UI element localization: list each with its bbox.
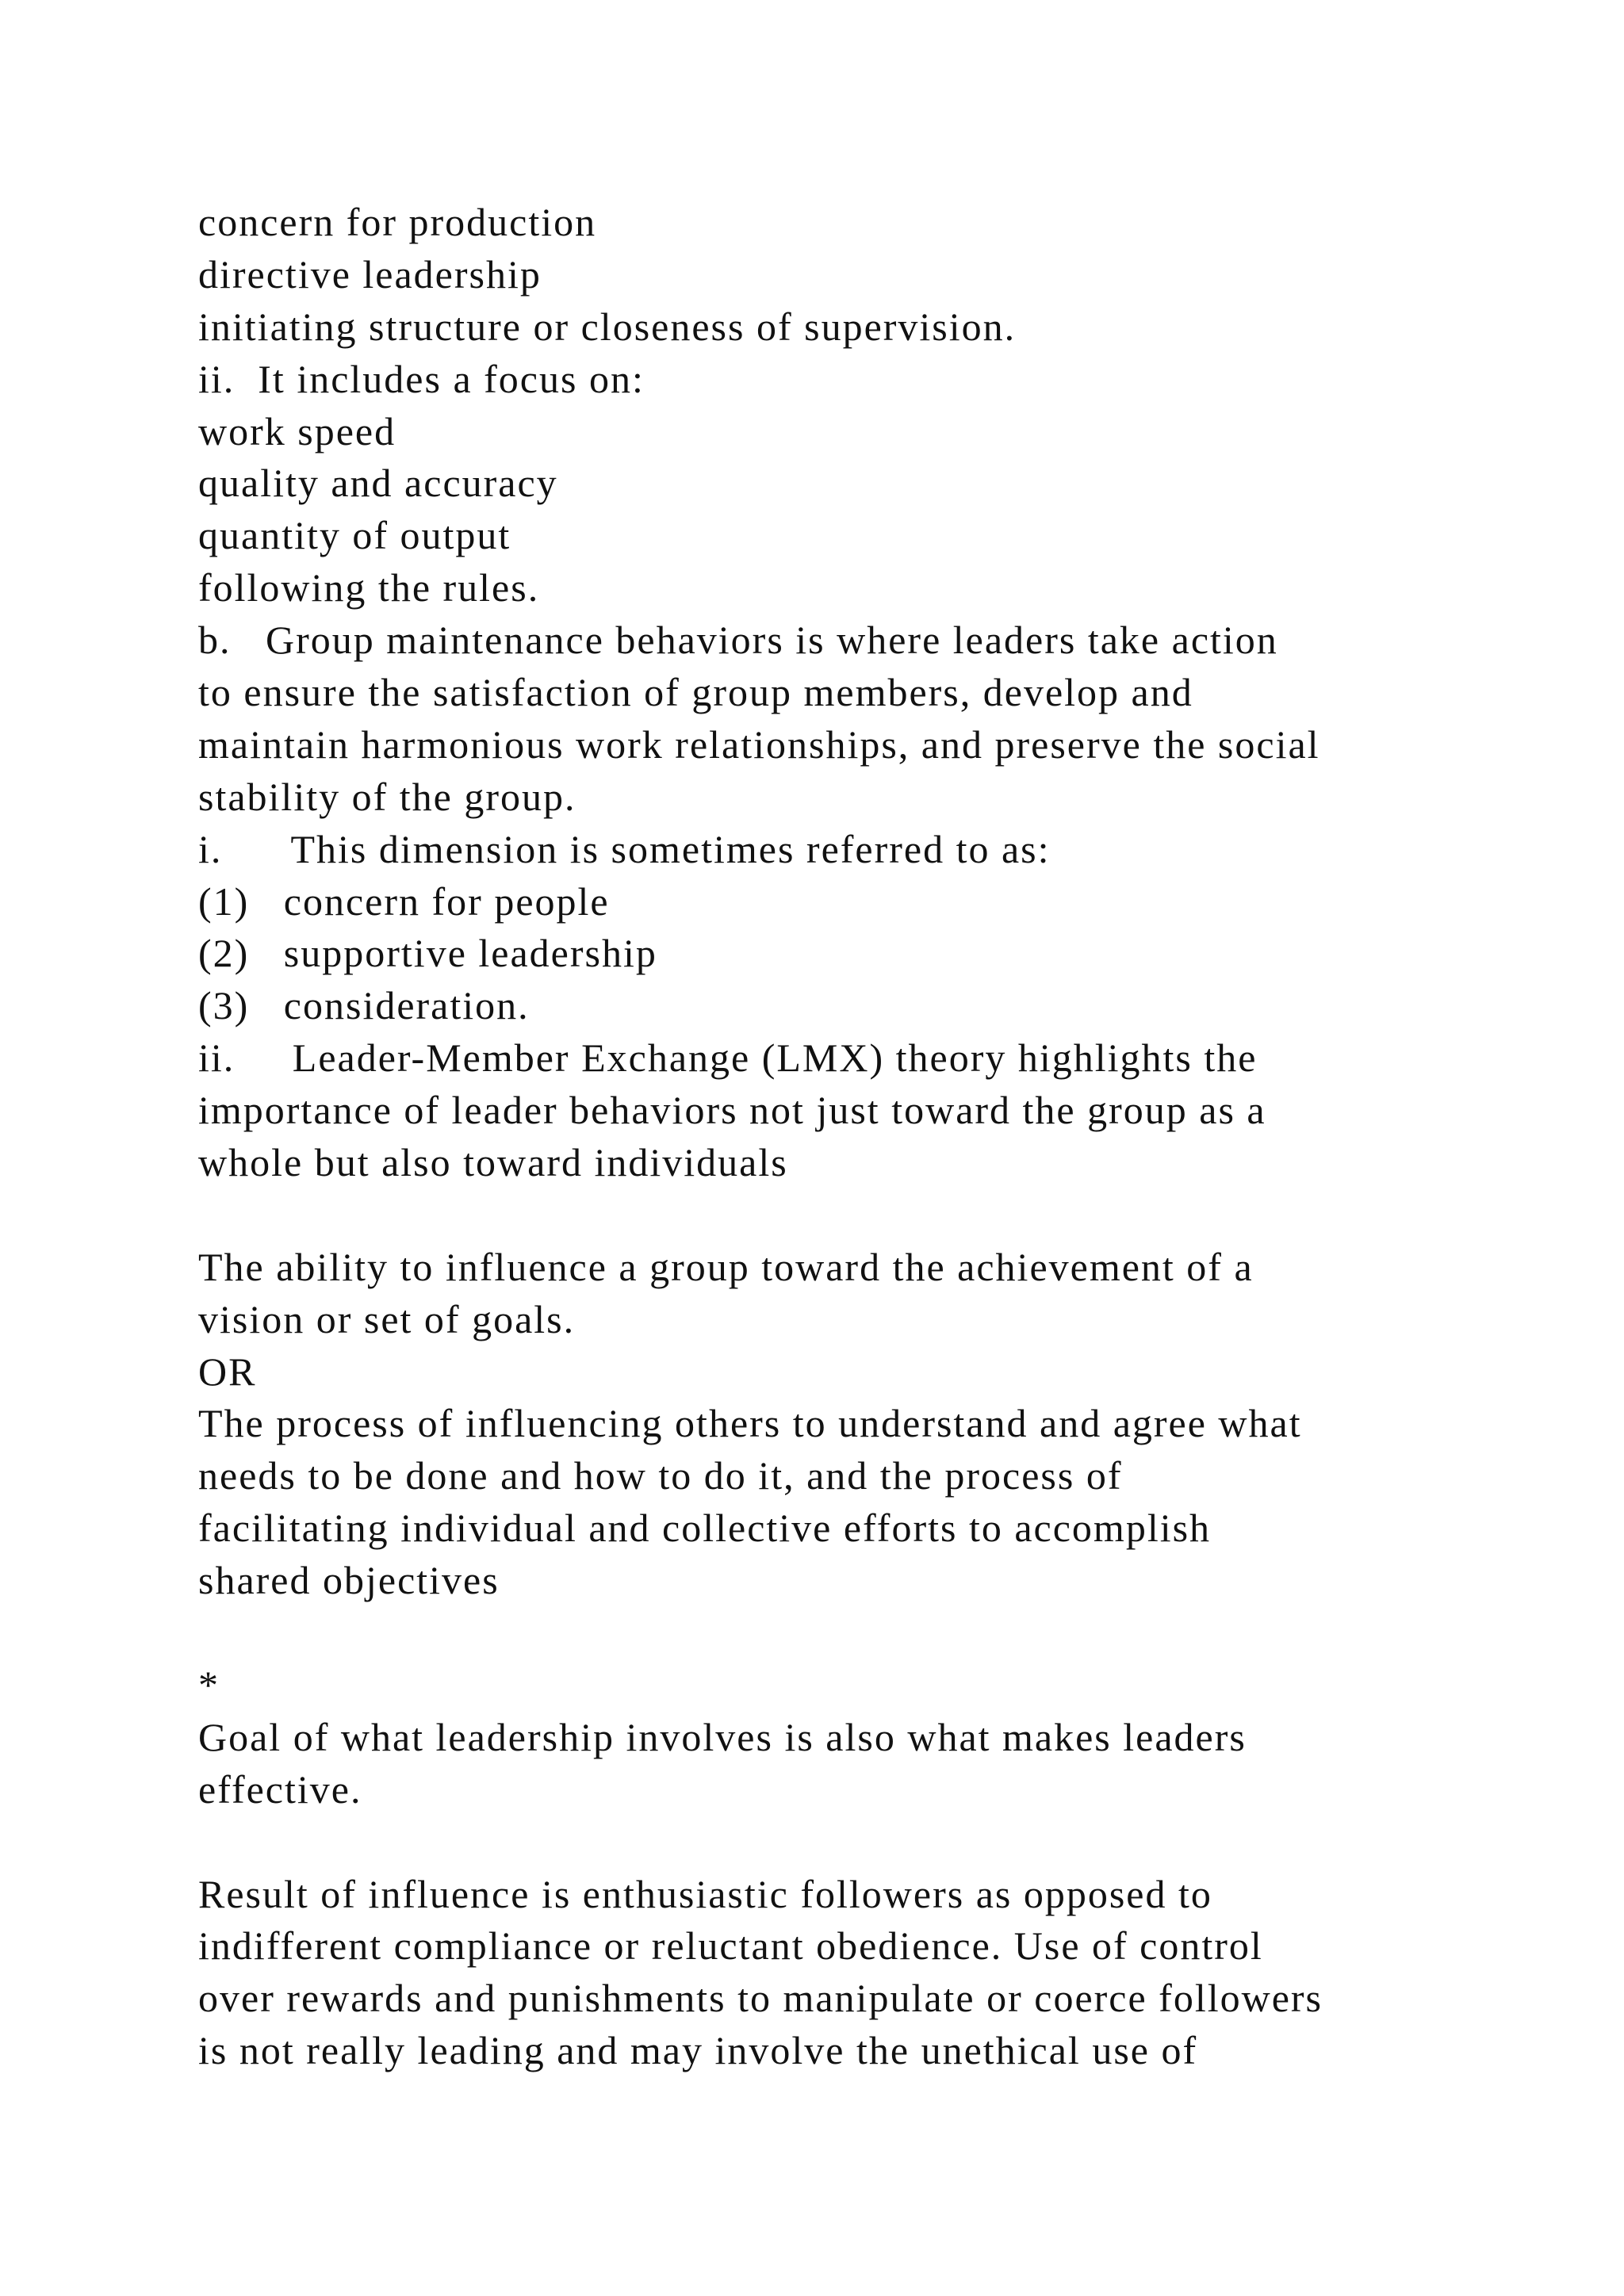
text-line: b. Group maintenance behaviors is where leaders take action <box>198 618 1278 663</box>
text-line: effective. <box>198 1766 362 1812</box>
text-line: directive leadership <box>198 251 542 297</box>
text-line: Result of influence is enthusiastic followers as opposed to <box>198 1871 1212 1916</box>
text-line: needs to be done and how to do it, and the process of <box>198 1453 1123 1498</box>
text-line: ii. Leader-Member Exchange (LMX) theory highlights the <box>198 1035 1258 1081</box>
text-line: facilitating individual and collective efforts to accomplish <box>198 1506 1212 1551</box>
text-line: stability of the group. <box>198 774 576 819</box>
document-body <box>198 197 1578 2077</box>
text-line: vision or set of goals. <box>198 1296 576 1341</box>
blank-line <box>198 1607 1578 1659</box>
text-line: The ability to influence a group toward the achievement of a <box>198 1244 1254 1289</box>
text-line: (3) consideration. <box>198 983 530 1028</box>
text-line: quantity of output <box>198 513 511 558</box>
text-line: concern for production <box>198 200 597 244</box>
text-line: indifferent compliance or reluctant obedience. Use of control <box>198 1923 1263 1969</box>
text-line: to ensure the satisfaction of group members, develop and <box>198 670 1193 715</box>
text-line: (1) concern for people <box>198 878 610 924</box>
text-line: The process of influencing others to understand and agree what <box>198 1401 1302 1446</box>
text-line: following the rules. <box>198 565 540 610</box>
text-line: work speed <box>198 408 396 453</box>
text-line: maintain harmonious work relationships, and preserve the social <box>198 721 1320 767</box>
blank-line <box>198 1189 1578 1242</box>
text-line: over rewards and punishments to manipulate or coerce followers <box>198 1976 1323 2021</box>
text-line: is not really leading and may involve the unethical use of <box>198 2028 1198 2073</box>
text-line: * <box>198 1662 220 1707</box>
text-line: importance of leader behaviors not just toward the group as a <box>198 1088 1266 1133</box>
text-line: Goal of what leadership involves is also what makes leaders <box>198 1714 1247 1759</box>
text-line: whole but also toward individuals <box>198 1140 788 1185</box>
text-line: (2) supportive leadership <box>198 931 657 976</box>
blank-line <box>198 1816 1578 1869</box>
text-line: OR <box>198 1349 257 1394</box>
text-line: i. This dimension is sometimes referred to as: <box>198 826 1051 871</box>
text-line: initiating structure or closeness of supervision. <box>198 304 1017 349</box>
text-line: shared objectives <box>198 1558 500 1603</box>
text-line: quality and accuracy <box>198 461 558 506</box>
text-line: ii. It includes a focus on: <box>198 356 645 401</box>
